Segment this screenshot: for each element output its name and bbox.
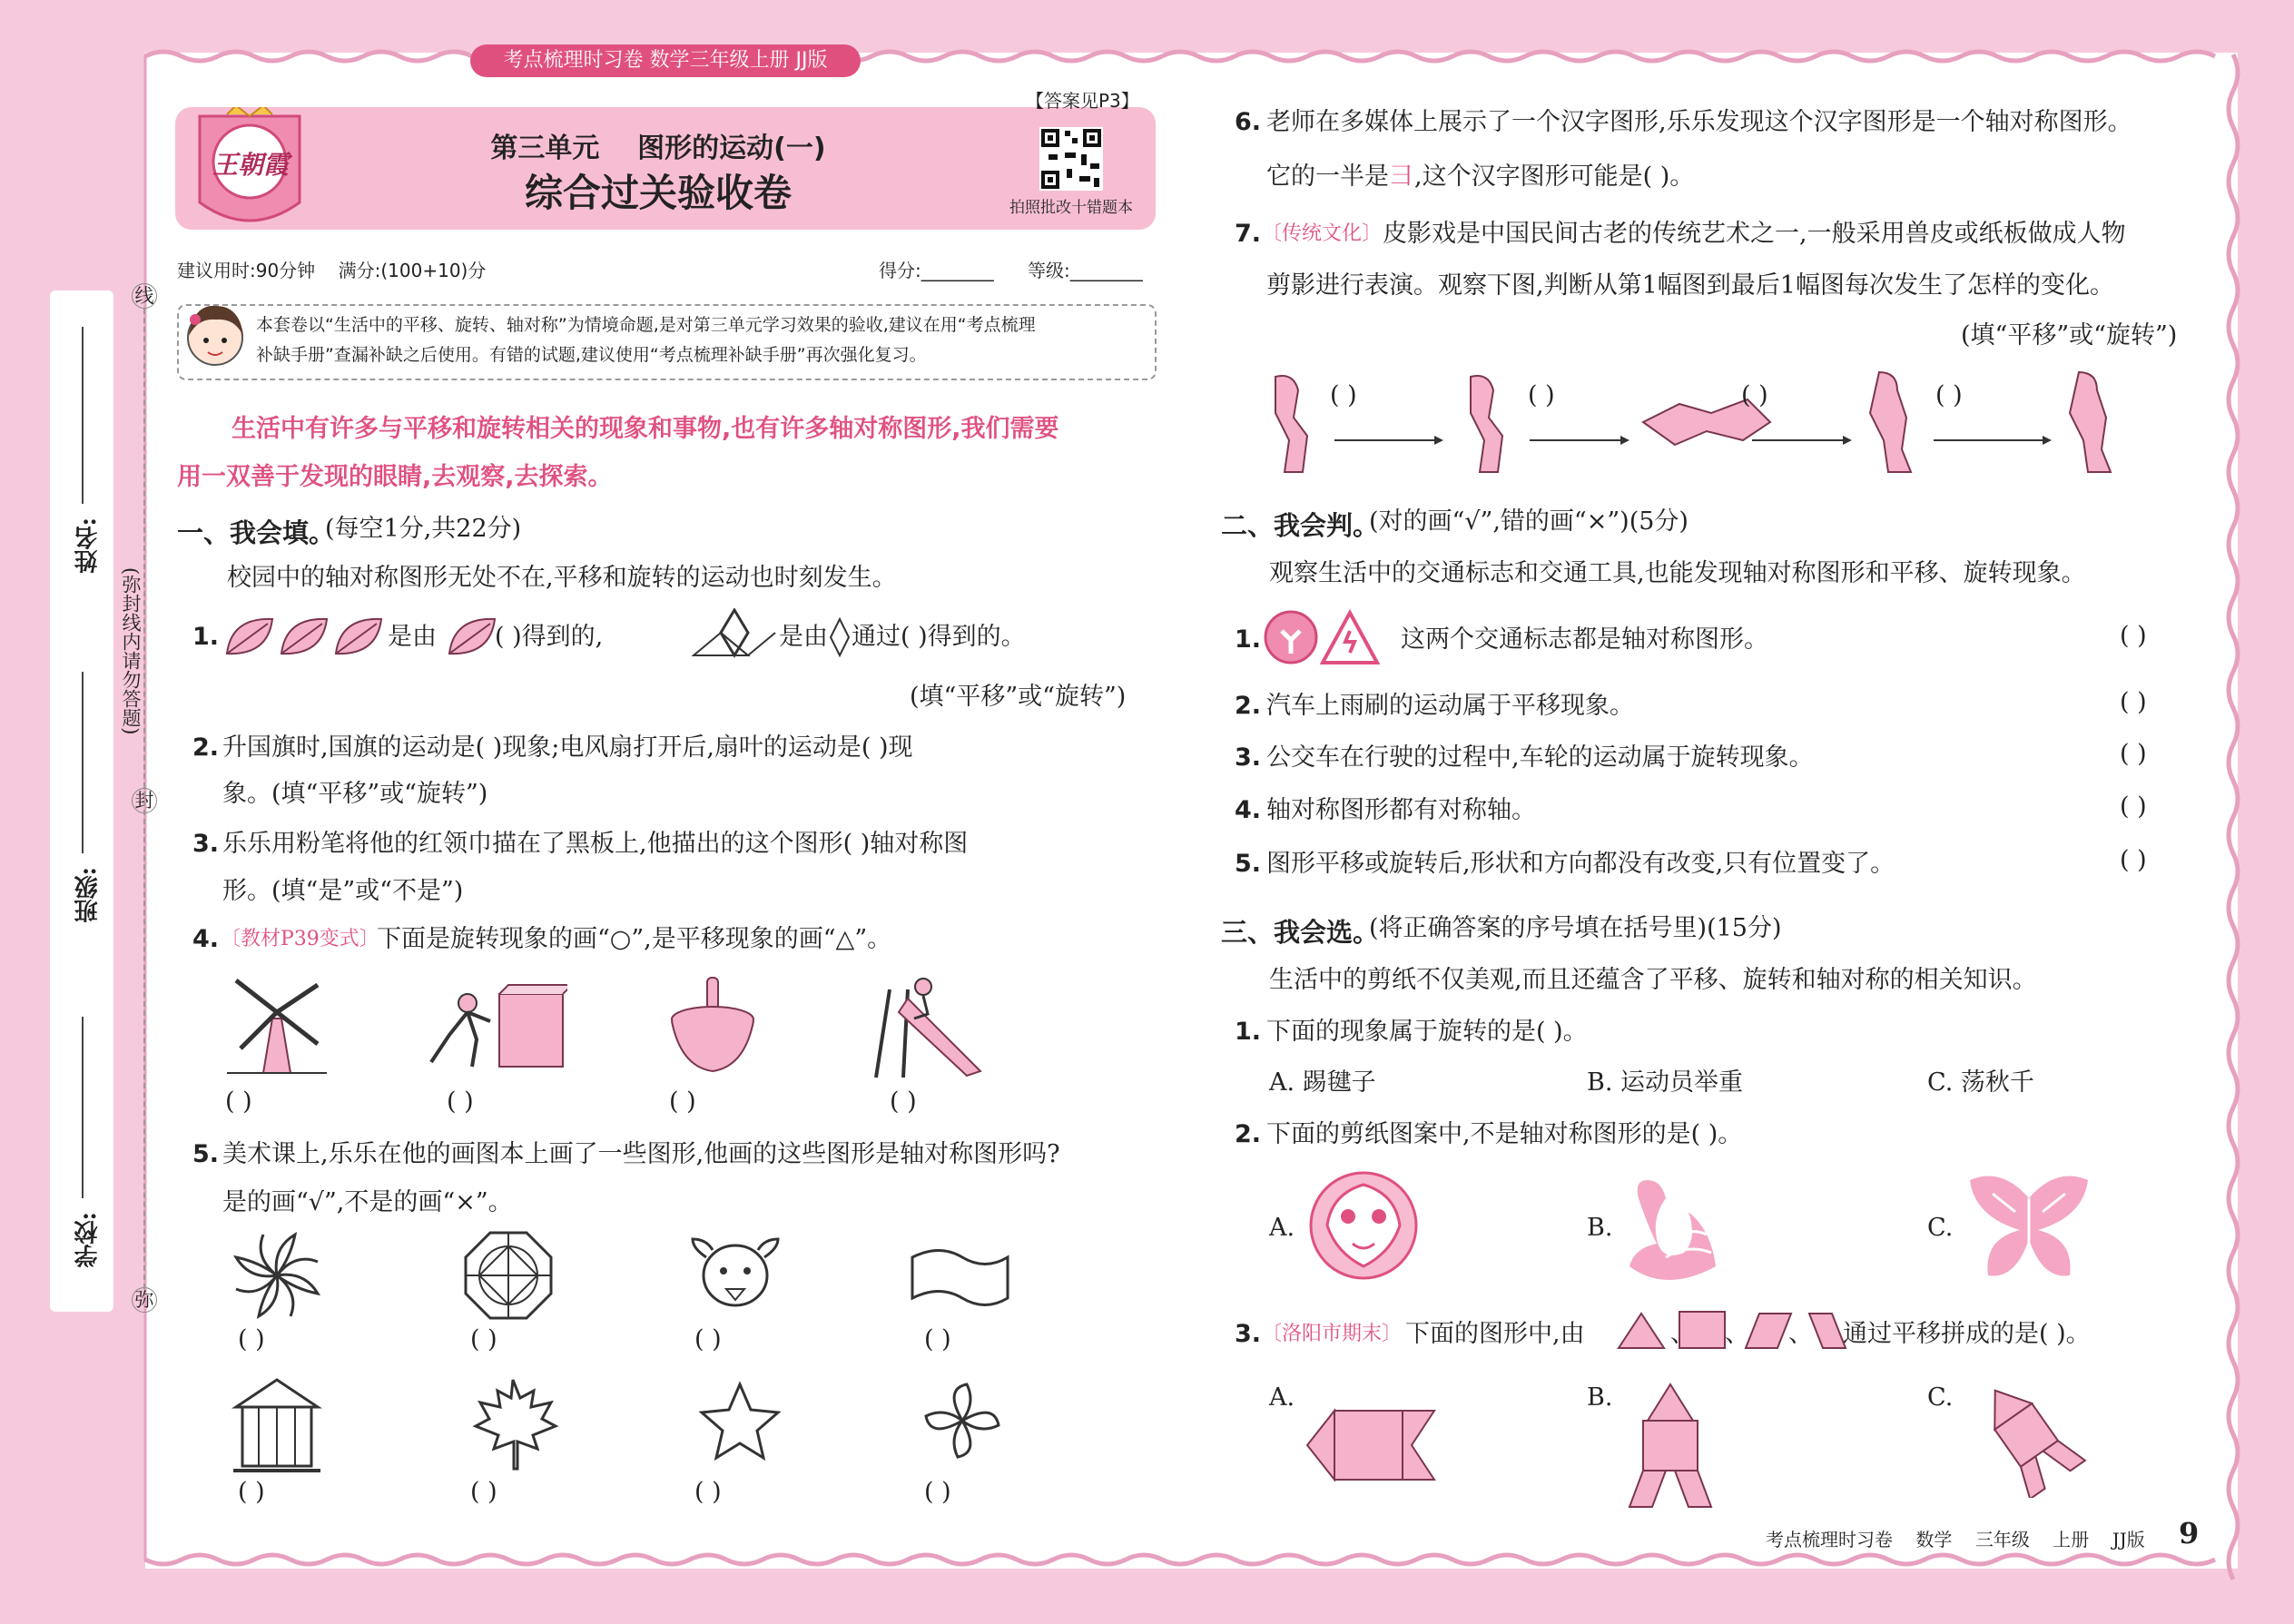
section1-score: (每空1分,共22分) — [325, 515, 522, 543]
q5-paren-7[interactable]: ( ) — [694, 1478, 722, 1506]
judge5-number: 5. — [1235, 850, 1262, 878]
seal-mi: 弥 — [132, 1287, 157, 1313]
q6-line-2a: 它的一半是 — [1266, 162, 1389, 191]
intro-line-1: 生活中有许多与平移和旋转相关的现象和事物,也有许多轴对称图形,我们需要 — [231, 415, 1059, 443]
q2-line-1[interactable]: 升国旗时,国旗的运动是( )现象;电风扇打开后,扇叶的运动是( )现 — [222, 733, 913, 762]
q4-paren-4[interactable]: ( ) — [890, 1088, 917, 1116]
grade-field: 等级:________ — [1028, 260, 1143, 281]
q7-blank-2[interactable]: ( ) — [1528, 381, 1555, 409]
choice3-option-a[interactable]: A. — [1269, 1383, 1295, 1412]
papercut-dragons-icon — [1303, 1166, 1425, 1284]
score-field: 得分:________ — [879, 260, 994, 281]
answer-ref: 【答案见P3】 — [1026, 90, 1139, 112]
q3-line-1[interactable]: 乐乐用粉笔将他的红领巾描在了黑板上,他描出的这个图形( )轴对称图 — [222, 830, 969, 858]
tip-line-1: 本套卷以“生活中的平移、旋转、轴对称”为情境命题,是对第三单元学习效果的验收,建议在用“考点梳理 — [256, 315, 1036, 335]
rhombus-icon — [829, 617, 852, 658]
choice3-number: 3. — [1235, 1320, 1262, 1348]
judge3-text: 公交车在行驶的过程中,车轮的运动属于旋转现象。 — [1266, 743, 1814, 772]
q1-number: 1. — [192, 623, 220, 651]
fan-blades-icon — [921, 1380, 1003, 1462]
choice3-sep-3: 、 — [1788, 1320, 1813, 1348]
puppet-1 — [1275, 376, 1307, 472]
tip-line-2: 补缺手册”查漏补缺之后使用。有错的试题,建议使用“考点梳理补缺手册”再次强化复习。 — [256, 345, 927, 365]
judge5-paren[interactable]: ( ) — [2120, 846, 2147, 874]
windmill-icon — [222, 971, 331, 1076]
choice3-text-a: 下面的图形中,由 — [1405, 1320, 1585, 1348]
q7-blank-1[interactable]: ( ) — [1330, 381, 1357, 409]
choice3-tag: 〔洛阳市期末〕 — [1262, 1323, 1403, 1345]
q5-paren-8[interactable]: ( ) — [924, 1478, 951, 1506]
puppet-2 — [1471, 376, 1502, 472]
maple-leaf-icon — [468, 1375, 558, 1475]
page-number: 9 — [2179, 1516, 2200, 1550]
q7-blank-4[interactable]: ( ) — [1935, 381, 1963, 409]
q1-text-b[interactable]: ( )得到的, — [495, 623, 604, 651]
q2-line-2: 象。(填“平移”或“旋转”) — [222, 780, 488, 808]
q6-line-1: 老师在多媒体上展示了一个汉字图形,乐乐发现这个汉字图形是一个轴对称图形。 — [1266, 108, 2132, 136]
choice1-option-b[interactable]: B. 运动员举重 — [1587, 1068, 1744, 1097]
meta-info: 建议用时:90分钟 满分:(100+10)分 — [177, 260, 487, 281]
school-line — [82, 1017, 84, 1198]
q7-blank-3[interactable]: ( ) — [1741, 381, 1768, 409]
intro-line-2: 用一双善于发现的眼睛,去观察,去探索。 — [177, 463, 613, 491]
q5-paren-2[interactable]: ( ) — [470, 1325, 497, 1353]
q3-number: 3. — [192, 830, 220, 858]
papercut-butterfly-icon — [1965, 1171, 2092, 1284]
unit-title: 第三单元 图形的运动(一) — [490, 133, 826, 164]
judge5-text: 图形平移或旋转后,形状和方向都没有改变,只有位置变了。 — [1266, 850, 1895, 878]
judge4-paren[interactable]: ( ) — [2120, 792, 2147, 821]
spinning-top-icon — [667, 976, 758, 1080]
section1-title: 一、我会填。 — [177, 517, 336, 548]
choice1-number: 1. — [1235, 1018, 1262, 1046]
papercut-swan-icon — [1620, 1166, 1734, 1289]
sheep-face-icon — [690, 1235, 781, 1321]
section1-lead: 校园中的轴对称图形无处不在,平移和旋转的运动也时刻发生。 — [227, 564, 897, 592]
q6-glyph: 彐 — [1389, 162, 1413, 191]
shadow-puppet-sequence — [1257, 368, 2220, 481]
class-label: 班级: — [74, 867, 102, 923]
q5-paren-6[interactable]: ( ) — [470, 1478, 497, 1506]
judge3-paren[interactable]: ( ) — [2120, 740, 2147, 768]
name-label: 姓名: — [74, 517, 102, 574]
qr-caption: 拍照批改十错题本 — [1009, 199, 1133, 217]
choice1-option-c[interactable]: C. 荡秋千 — [1927, 1068, 2034, 1097]
school-label: 学校: — [74, 1212, 102, 1268]
traffic-signs-icon — [1264, 608, 1382, 667]
star-icon — [699, 1380, 781, 1462]
choice2-option-c[interactable]: C. — [1927, 1214, 1954, 1242]
seal-feng: 封 — [132, 788, 157, 813]
q1-hint: (填“平移”或“旋转”) — [910, 683, 1127, 711]
judge2-paren[interactable]: ( ) — [2120, 688, 2147, 716]
section3-score: (将正确答案的序号填在括号里)(15分) — [1369, 914, 1782, 942]
choice2-text[interactable]: 下面的剪纸图案中,不是轴对称图形的是( )。 — [1266, 1120, 1743, 1148]
q5-line-1: 美术课上,乐乐在他的画图本上画了一些图形,他画的这些图形是轴对称图形吗? — [222, 1140, 1060, 1168]
name-line — [82, 327, 84, 504]
judge2-number: 2. — [1235, 692, 1262, 720]
seal-line — [143, 309, 145, 1289]
choice3-text-e[interactable]: 通过平移拼成的是( )。 — [1843, 1320, 2091, 1348]
judge3-number: 3. — [1235, 743, 1262, 772]
choice3-option-c[interactable]: C. — [1927, 1383, 1954, 1412]
girl-mascot-icon — [182, 300, 250, 377]
wave-flag-icon — [908, 1248, 1012, 1307]
slide-icon — [858, 976, 989, 1080]
pavilion-icon — [231, 1375, 322, 1475]
judge1-number: 1. — [1235, 625, 1262, 654]
section3-lead: 生活中的剪纸不仅美观,而且还蕴含了平移、旋转和轴对称的相关知识。 — [1269, 966, 2037, 994]
q1-text-d[interactable]: 通过( )得到的。 — [852, 623, 1026, 651]
section2-title: 二、我会判。 — [1221, 510, 1380, 541]
octagon-pattern-icon — [463, 1230, 554, 1321]
q2-number: 2. — [192, 733, 220, 762]
q7-hint: (填“平移”或“旋转”) — [1961, 321, 2178, 349]
section2-score: (对的画“√”,错的画“×”)(5分) — [1369, 507, 1689, 536]
footer-series: 考点梳理时习卷 数学 三年级 上册 JJ版 — [1766, 1529, 2145, 1550]
puppet-4 — [1870, 372, 1911, 472]
q6-line-2b[interactable]: ,这个汉字图形可能是( )。 — [1414, 162, 1695, 191]
judge1-paren[interactable]: ( ) — [2120, 622, 2147, 650]
puppet-5 — [2070, 372, 2111, 472]
q1-text-c: 是由 — [779, 623, 828, 651]
single-leaf-icon — [445, 613, 499, 663]
q5-paren-1[interactable]: ( ) — [238, 1325, 265, 1353]
q4-paren-2[interactable]: ( ) — [447, 1088, 474, 1116]
paper-title: 综合过关验收卷 — [524, 171, 792, 215]
choice2-number: 2. — [1235, 1120, 1262, 1148]
q5-paren-3[interactable]: ( ) — [694, 1325, 722, 1353]
choice2-option-b[interactable]: B. — [1587, 1214, 1613, 1242]
q4-text: 下面是旋转现象的画“○”,是平移现象的画“△”。 — [377, 925, 892, 953]
q5-paren-5[interactable]: ( ) — [238, 1478, 265, 1506]
choice1-option-a[interactable]: A. 踢毽子 — [1269, 1068, 1376, 1097]
q7-line-2: 剪影进行表演。观察下图,判断从第1幅图到最后1幅图每次发生了怎样的变化。 — [1266, 271, 2114, 300]
choice3-option-b[interactable]: B. — [1587, 1383, 1613, 1412]
pinwheel-shape-icon — [231, 1230, 322, 1321]
q1-text-a: 是由 — [388, 623, 437, 651]
seal-note: (弥封线内请勿答题) — [120, 567, 142, 735]
judge2-text: 汽车上雨刷的运动属于平移现象。 — [1266, 692, 1634, 720]
q7-line-1: 皮影戏是中国民间古老的传统艺术之一,一般采用兽皮或纸板做成人物 — [1383, 220, 2126, 248]
section3-title: 三、我会选。 — [1221, 917, 1380, 948]
q7-number: 7. — [1235, 220, 1262, 248]
judge4-number: 4. — [1235, 796, 1262, 824]
choice1-text[interactable]: 下面的现象属于旋转的是( )。 — [1266, 1018, 1588, 1046]
judge4-text: 轴对称图形都有对称轴。 — [1266, 796, 1536, 824]
logo-text: 王朝霞 — [212, 150, 289, 180]
seal-xian: 线 — [132, 283, 157, 309]
q4-number: 4. — [192, 925, 220, 953]
q3-line-2: 形。(填“是”或“不是”) — [222, 877, 464, 905]
class-line — [82, 672, 84, 853]
push-box-icon — [427, 980, 567, 1071]
option-a-fish-shape — [1303, 1403, 1439, 1489]
option-b-rocket-shape — [1625, 1380, 1716, 1511]
q5-number: 5. — [192, 1140, 220, 1168]
q5-paren-4[interactable]: ( ) — [924, 1325, 951, 1353]
rhombus-pattern-icon — [692, 608, 778, 663]
option-c-tilted-rocket-shape — [1965, 1375, 2092, 1498]
judge1-text: 这两个交通标志都是轴对称图形。 — [1401, 625, 1768, 654]
section2-lead: 观察生活中的交通标志和交通工具,也能发现轴对称图形和平移、旋转现象。 — [1269, 559, 2086, 587]
q5-line-2: 是的画“√”,不是的画“×”。 — [222, 1188, 513, 1216]
qr-code-icon[interactable] — [1039, 127, 1103, 191]
q6-number: 6. — [1235, 108, 1262, 136]
choice3-sep-2: 、 — [1725, 1320, 1749, 1348]
choice3-sep-1: 、 — [1670, 1320, 1695, 1348]
q4-paren-1[interactable]: ( ) — [225, 1088, 252, 1116]
q4-tag: 〔教材P39变式〕 — [221, 928, 379, 950]
leaf-row-icon — [222, 613, 386, 663]
choice2-option-a[interactable]: A. — [1269, 1214, 1295, 1242]
q4-paren-3[interactable]: ( ) — [669, 1088, 696, 1116]
series-tag: 考点梳理时习卷 数学三年级上册 JJ版 — [470, 44, 861, 77]
q7-tag: 〔传统文化〕 — [1262, 222, 1383, 245]
